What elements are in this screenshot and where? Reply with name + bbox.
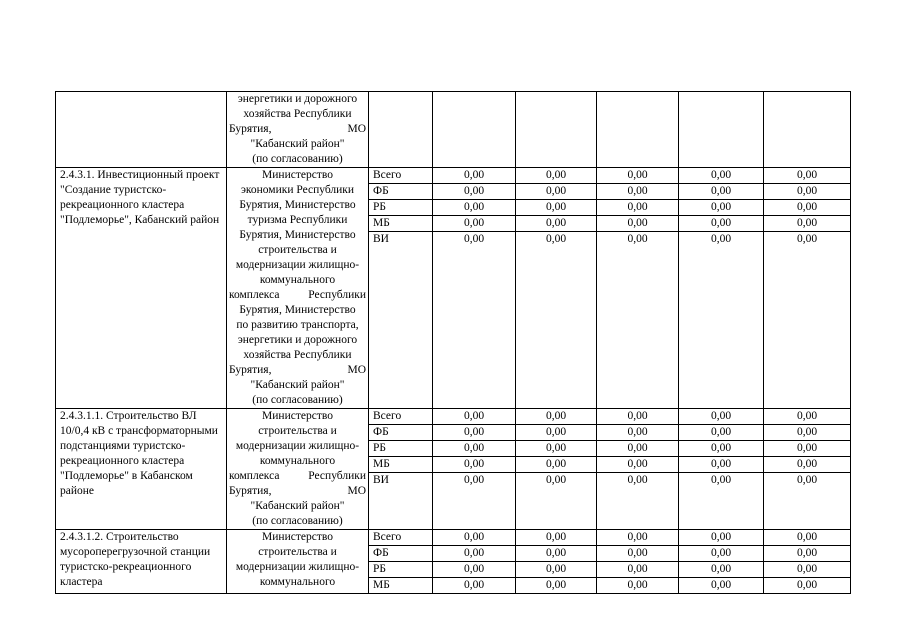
amount-value: 0,00 — [516, 168, 596, 184]
amount-value: 0,00 — [679, 457, 763, 473]
amount-value: 0,00 — [679, 184, 763, 200]
measure-name-cell — [56, 92, 227, 168]
amount-value: 0,00 — [597, 457, 678, 473]
funding-source-label: ФБ — [369, 184, 432, 200]
executor-line: Бурятия, Министерство — [239, 304, 356, 316]
executor-line: хозяйства Республики — [243, 108, 352, 120]
executor-line: Министерство — [262, 410, 333, 422]
amount-cell — [764, 409, 851, 530]
amount-value: 0,00 — [764, 184, 850, 200]
executor-line: Бурятия, МО — [229, 364, 366, 376]
executor-line: (по согласованию) — [252, 153, 343, 165]
funding-source-label: РБ — [369, 441, 432, 457]
amount-value: 0,00 — [433, 457, 515, 473]
amount-cell — [679, 168, 764, 409]
amount-cell — [516, 168, 597, 409]
executor-line: (по согласованию) — [252, 394, 343, 406]
amount-cell — [433, 530, 516, 594]
executor-line: туризма Республики — [247, 214, 348, 226]
amount-cell — [597, 530, 679, 594]
amount-value: 0,00 — [764, 457, 850, 473]
amount-value: 0,00 — [545, 233, 567, 245]
executor-line: коммунального — [259, 274, 336, 286]
executor-line: Министерство — [262, 531, 333, 543]
amount-value: 0,00 — [627, 579, 648, 591]
amount-value: 0,00 — [516, 441, 596, 457]
funding-source-label: МБ — [369, 457, 432, 473]
executor-line: Бурятия, МО — [229, 123, 366, 135]
amount-value: 0,00 — [764, 530, 850, 546]
executor-line: строительства и — [258, 244, 337, 256]
amount-value: 0,00 — [597, 530, 678, 546]
amount-value: 0,00 — [710, 474, 732, 486]
measure-name-cell: 2.4.3.1. Инвестиционный проект "Создание туристско-рекреационного кластера "Подлеморье", Кабанский район — [56, 168, 227, 409]
executor-line: "Кабанский район" — [250, 138, 345, 150]
table-row — [56, 409, 851, 530]
amount-value: 0,00 — [597, 184, 678, 200]
amount-cell — [433, 168, 516, 409]
amount-value: 0,00 — [433, 200, 515, 216]
executor-line: строительства и — [258, 546, 337, 558]
funding-source-label: МБ — [373, 579, 390, 591]
financing-table — [55, 91, 851, 594]
funding-source-label: ВИ — [373, 233, 389, 245]
amount-value: 0,00 — [597, 200, 678, 216]
amount-value: 0,00 — [796, 233, 818, 245]
amount-value: 0,00 — [597, 216, 678, 232]
amount-value: 0,00 — [679, 546, 763, 562]
funding-source-label: ВИ — [373, 474, 389, 486]
amount-cell — [679, 530, 764, 594]
amount-value: 0,00 — [679, 441, 763, 457]
amount-cell — [679, 409, 764, 530]
amount-value: 0,00 — [679, 168, 763, 184]
amount-value: 0,00 — [597, 409, 678, 425]
amount-value: 0,00 — [463, 579, 485, 591]
amount-value: 0,00 — [679, 216, 763, 232]
empty-cell — [516, 92, 597, 168]
amount-value: 0,00 — [764, 425, 850, 441]
empty-cell — [433, 92, 516, 168]
amount-value: 0,00 — [516, 457, 596, 473]
amount-value: 0,00 — [710, 579, 732, 591]
amount-value: 0,00 — [679, 530, 763, 546]
amount-value: 0,00 — [516, 184, 596, 200]
measure-name-cell: 2.4.3.1.2. Строительство мусороперегрузочной станции туристско-рекреационного кластера — [56, 530, 227, 594]
amount-value: 0,00 — [433, 168, 515, 184]
table-row — [56, 168, 851, 409]
empty-cell — [679, 92, 764, 168]
amount-value: 0,00 — [545, 579, 567, 591]
table-row — [56, 530, 851, 594]
funding-source-label: Всего — [369, 530, 432, 546]
funding-source-label: ФБ — [369, 425, 432, 441]
executor-line: Министерство — [262, 169, 333, 181]
measure-name-cell: 2.4.3.1.1. Строительство ВЛ 10/0,4 кВ с трансформаторными подстанциями туристско-рекреационного кластера "Подлеморье" в Кабанском районе — [56, 409, 227, 530]
funding-source-cell — [369, 530, 433, 594]
funding-source-cell — [369, 409, 433, 530]
amount-value: 0,00 — [545, 474, 567, 486]
executor-line: коммунального — [259, 455, 336, 467]
executor-line: по развитию транспорта, — [236, 319, 359, 331]
amount-cell — [516, 409, 597, 530]
funding-source-cell — [369, 168, 433, 409]
amount-value: 0,00 — [433, 425, 515, 441]
amount-value: 0,00 — [764, 441, 850, 457]
amount-value: 0,00 — [627, 233, 648, 245]
funding-source-label: Всего — [369, 409, 432, 425]
executor-line: модернизации жилищно- — [235, 561, 360, 573]
amount-cell — [433, 409, 516, 530]
amount-value: 0,00 — [516, 216, 596, 232]
amount-value: 0,00 — [516, 200, 596, 216]
executor-line: (по согласованию) — [252, 515, 343, 527]
executor-line: энергетики и дорожного — [237, 334, 358, 346]
amount-cell — [516, 530, 597, 594]
amount-value: 0,00 — [516, 546, 596, 562]
executor-line: энергетики и дорожного — [237, 93, 358, 105]
amount-cell — [764, 530, 851, 594]
empty-cell — [369, 92, 433, 168]
amount-value: 0,00 — [433, 562, 515, 578]
amount-value: 0,00 — [679, 409, 763, 425]
amount-value: 0,00 — [433, 216, 515, 232]
executor-line: модернизации жилищно- — [235, 259, 360, 271]
amount-value: 0,00 — [679, 562, 763, 578]
amount-value: 0,00 — [433, 530, 515, 546]
amount-value: 0,00 — [463, 474, 485, 486]
executor-cell — [227, 530, 369, 594]
amount-value: 0,00 — [764, 546, 850, 562]
amount-value: 0,00 — [516, 562, 596, 578]
amount-value: 0,00 — [597, 546, 678, 562]
amount-cell — [764, 168, 851, 409]
empty-cell — [597, 92, 679, 168]
executor-line: комплекса Республики — [229, 470, 366, 482]
executor-line: коммунального — [259, 576, 336, 588]
funding-source-label: РБ — [369, 200, 432, 216]
executor-line: Бурятия, Министерство — [239, 229, 356, 241]
amount-value: 0,00 — [597, 425, 678, 441]
amount-cell — [597, 168, 679, 409]
funding-source-label: РБ — [369, 562, 432, 578]
amount-value: 0,00 — [516, 425, 596, 441]
executor-line: "Кабанский район" — [250, 379, 345, 391]
amount-value: 0,00 — [764, 216, 850, 232]
amount-value: 0,00 — [597, 562, 678, 578]
executor-line: комплекса Республики — [229, 289, 366, 301]
executor-line: Бурятия, МО — [229, 485, 366, 497]
amount-value: 0,00 — [764, 562, 850, 578]
executor-line: хозяйства Республики — [243, 349, 352, 361]
amount-value: 0,00 — [796, 579, 818, 591]
executor-cell — [227, 92, 369, 168]
amount-value: 0,00 — [597, 441, 678, 457]
executor-cell — [227, 168, 369, 409]
amount-value: 0,00 — [463, 233, 485, 245]
amount-value: 0,00 — [679, 200, 763, 216]
amount-cell — [597, 409, 679, 530]
amount-value: 0,00 — [516, 409, 596, 425]
executor-line: Бурятия, Министерство — [239, 199, 356, 211]
amount-value: 0,00 — [433, 441, 515, 457]
executor-line: модернизации жилищно- — [235, 440, 360, 452]
executor-line: экономики Республики — [240, 184, 355, 196]
amount-value: 0,00 — [433, 409, 515, 425]
amount-value: 0,00 — [433, 546, 515, 562]
amount-value: 0,00 — [627, 474, 648, 486]
executor-line: строительства и — [258, 425, 337, 437]
amount-value: 0,00 — [679, 425, 763, 441]
amount-value: 0,00 — [764, 200, 850, 216]
funding-source-label: МБ — [369, 216, 432, 232]
empty-cell — [764, 92, 851, 168]
executor-cell — [227, 409, 369, 530]
amount-value: 0,00 — [710, 233, 732, 245]
funding-source-label: Всего — [369, 168, 432, 184]
amount-value: 0,00 — [796, 474, 818, 486]
table-row-continuation — [56, 92, 851, 168]
funding-source-label: ФБ — [369, 546, 432, 562]
amount-value: 0,00 — [516, 530, 596, 546]
amount-value: 0,00 — [764, 409, 850, 425]
amount-value: 0,00 — [764, 168, 850, 184]
amount-value: 0,00 — [433, 184, 515, 200]
executor-line: "Кабанский район" — [250, 500, 345, 512]
amount-value: 0,00 — [597, 168, 678, 184]
